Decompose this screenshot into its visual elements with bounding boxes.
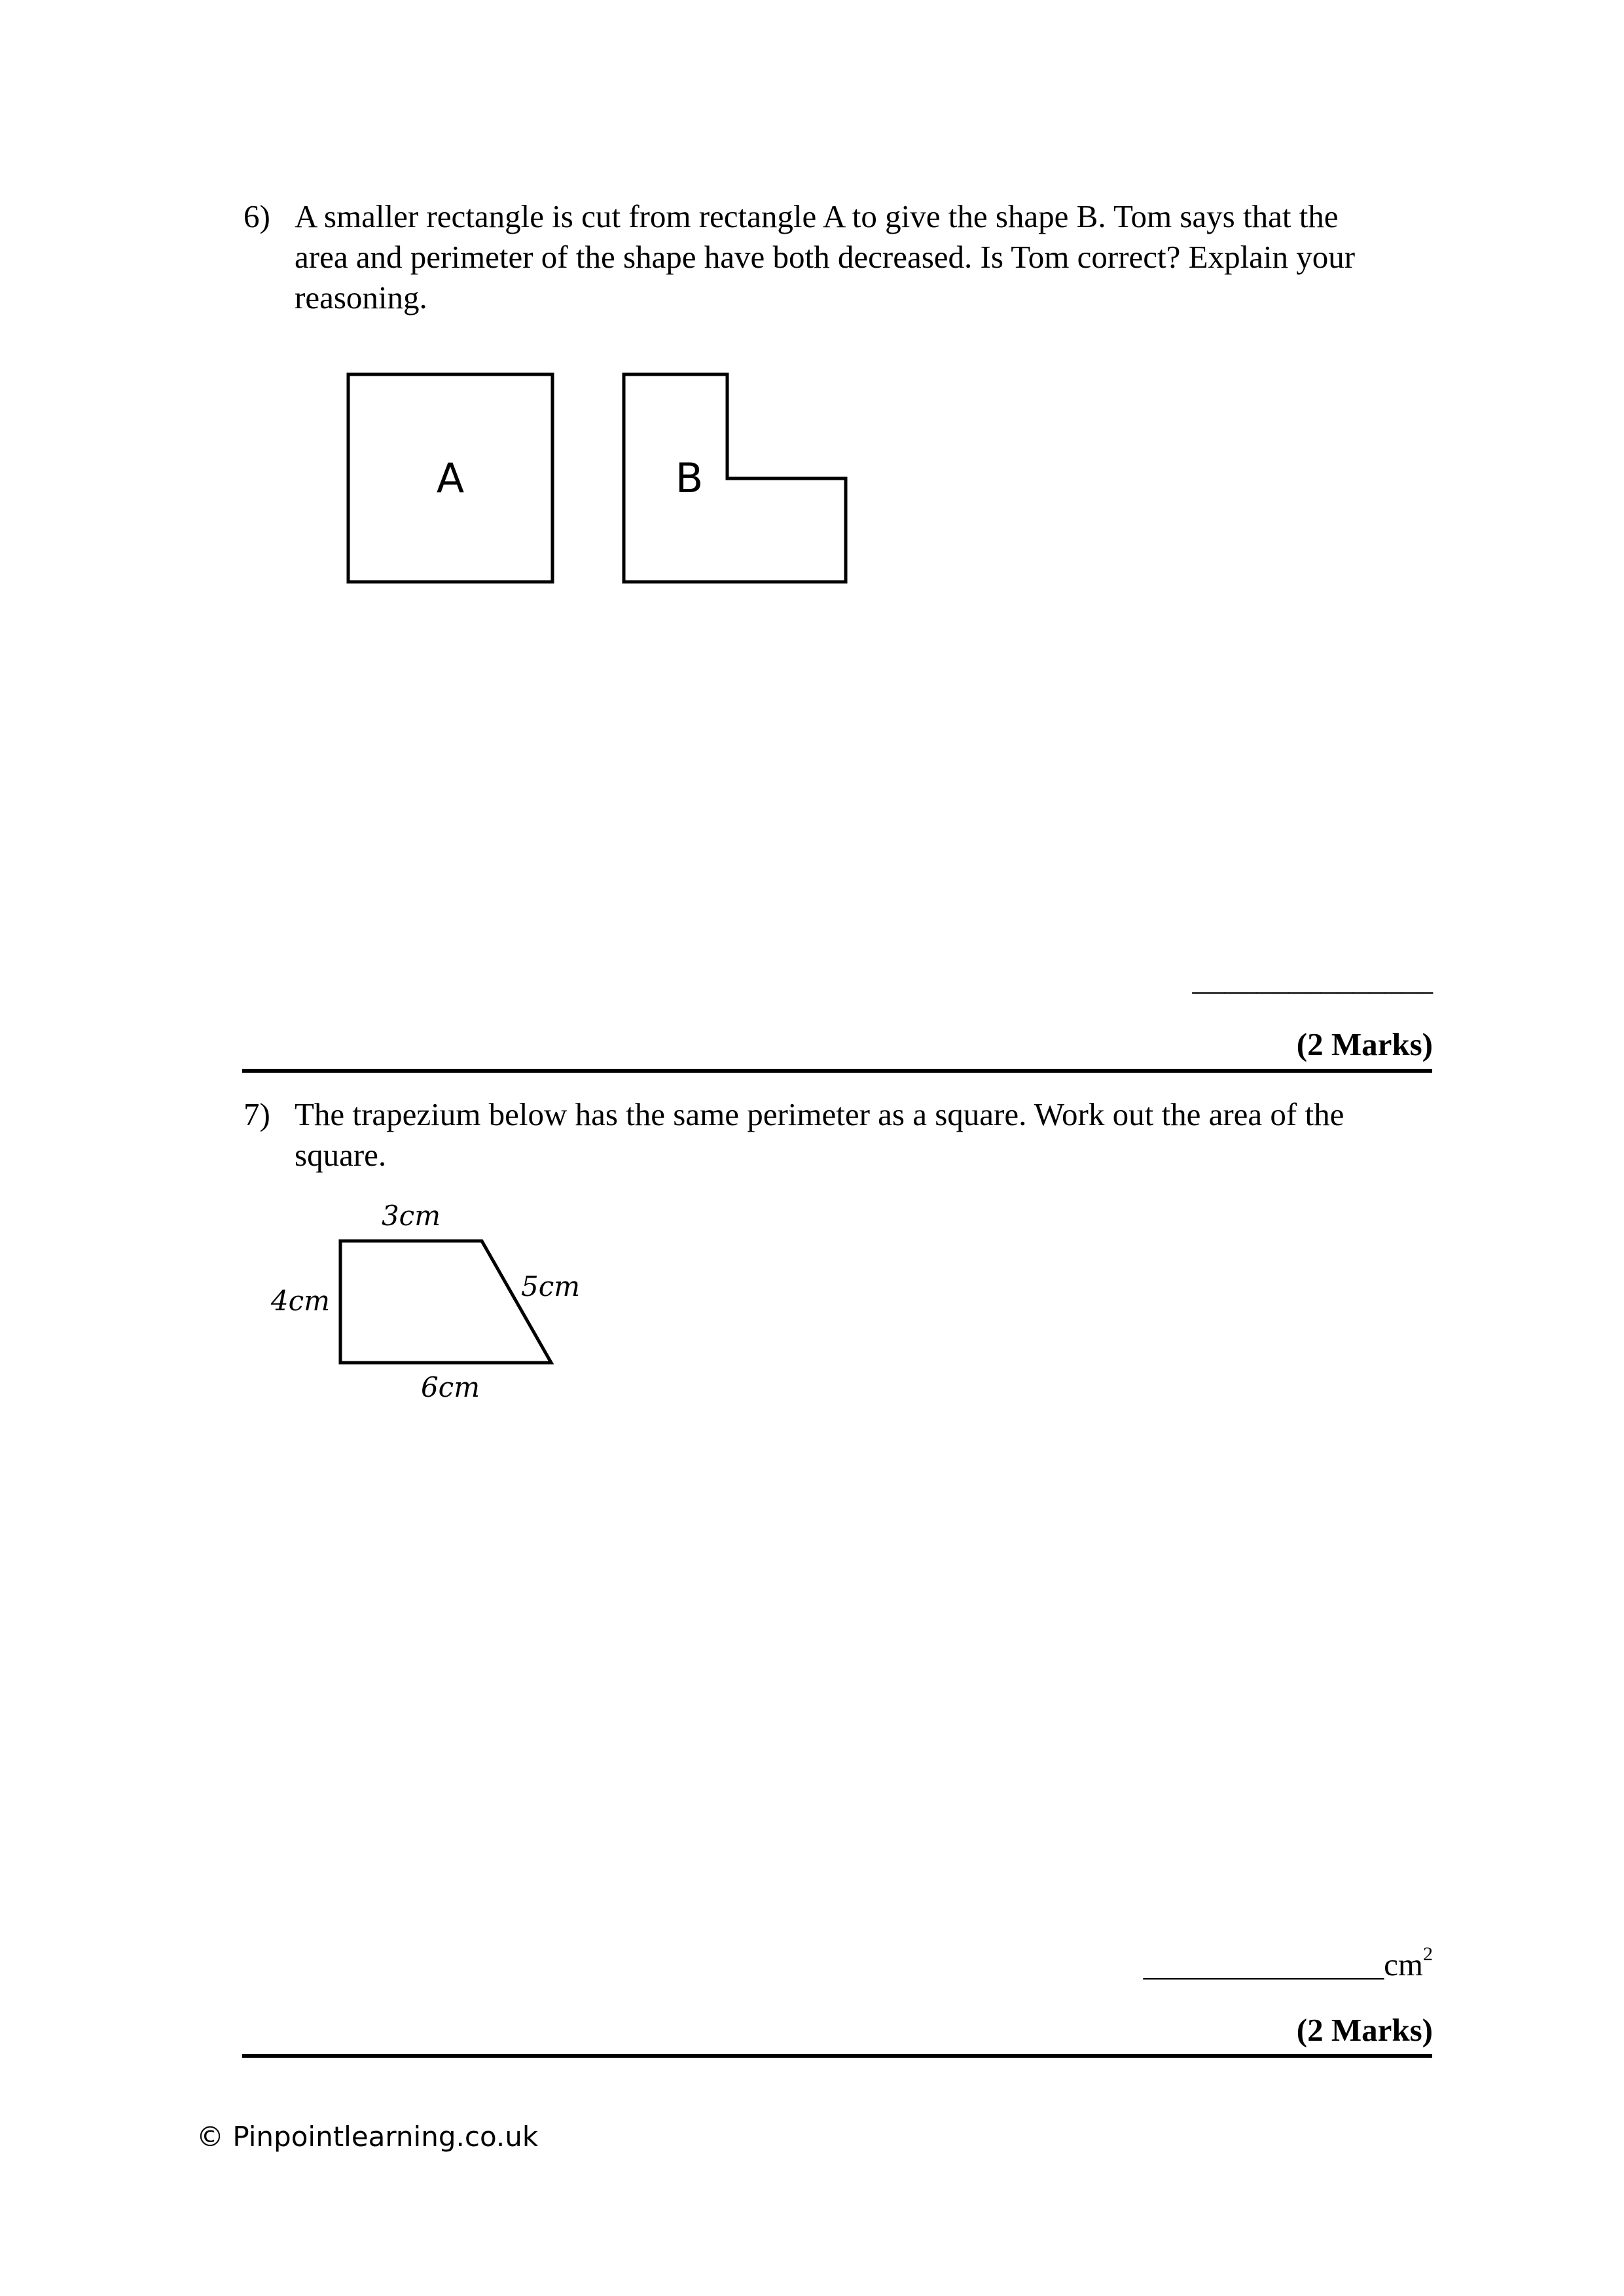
trapezium-bottom-label: 6cm — [420, 1371, 480, 1403]
question-7-figure — [262, 1191, 602, 1414]
question-6-text: A smaller rectangle is cut from rectangle A to give the shape B. Tom says that the area and perimeter of the shape have both decreased. Is Tom correct? Explain your reasoning. — [295, 198, 1356, 315]
rectangle-a-label: A — [436, 454, 465, 502]
question-7-text: The trapezium below has the same perimeter as a square. Work out the area of the square. — [295, 1096, 1344, 1173]
question-7-number: 7) — [244, 1096, 270, 1132]
trapezium-left-label: 4cm — [270, 1285, 330, 1317]
question-7-answer-line[interactable] — [1144, 1945, 1433, 1984]
question-6-number: 6) — [244, 198, 270, 234]
question-6-answer-line[interactable]: _______________ — [1192, 961, 1433, 997]
question-7-answer-blank[interactable]: _______________ — [1143, 1946, 1384, 1982]
question-7-marks: (2 Marks) — [1296, 2012, 1433, 2048]
question-7-answer-unit: cm — [1384, 1946, 1423, 1982]
question-7-answer-unit-power: 2 — [1423, 1943, 1433, 1965]
question-7-divider — [242, 2054, 1432, 2058]
trapezium-top-label: 3cm — [381, 1200, 441, 1232]
trapezium-slant-label: 5cm — [521, 1270, 581, 1302]
question-6-figure — [340, 367, 864, 596]
footer-copyright: © Pinpointlearning.co.uk — [196, 2121, 539, 2153]
shape-b-label: B — [675, 454, 704, 502]
question-6-marks: (2 Marks) — [1296, 1026, 1433, 1062]
trapezium — [340, 1241, 551, 1363]
question-6-divider — [242, 1069, 1432, 1073]
shape-b — [624, 374, 846, 582]
